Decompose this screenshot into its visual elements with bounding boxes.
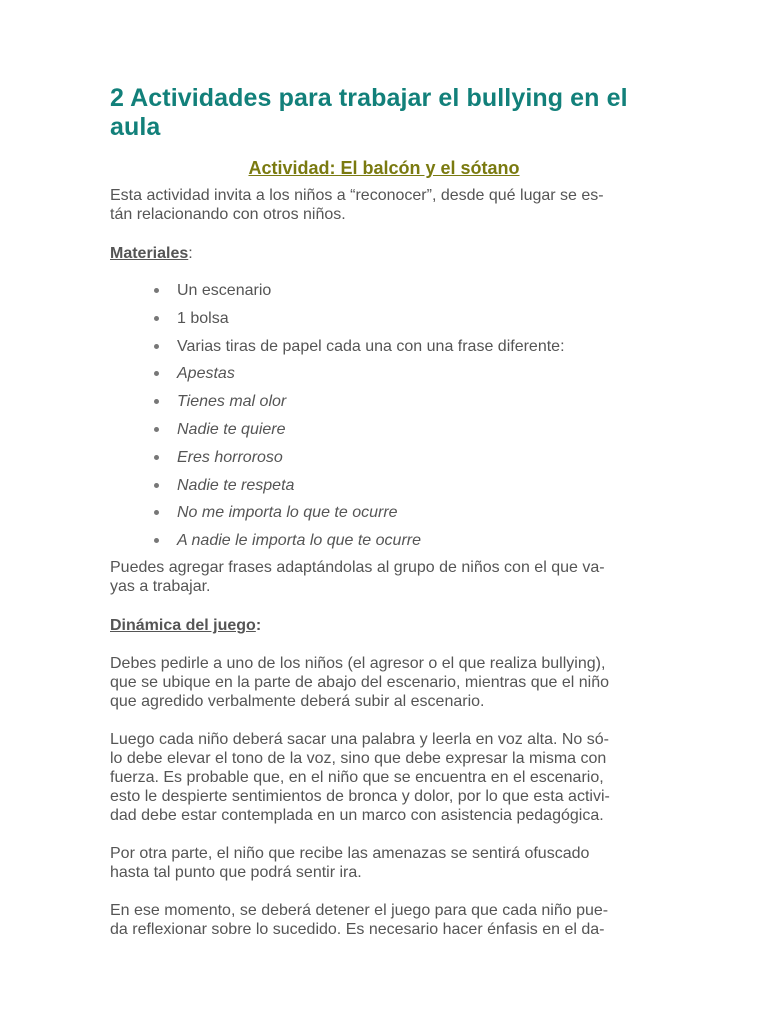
list-item-text: Eres horroroso [177,448,283,466]
list-item-text: Un escenario [177,282,272,299]
body-paragraph [110,730,658,825]
paragraph-line: fuerza. Es probable que, en el niño que se encuentra en el escenario, [110,769,604,787]
materiales-list-item [110,281,658,300]
materiales-list-item [110,364,658,383]
materiales-list-item [110,503,658,522]
bullet-icon [154,371,159,376]
bullet-icon [154,399,159,404]
bullet-icon [154,538,159,543]
intro-line: tán relacionando con otros niños. [110,206,346,223]
dinamica-heading [110,616,658,635]
intro-line: Esta actividad invita a los niños a “reconocer”, desde qué lugar se es- [110,187,604,204]
document-content [110,84,658,939]
paragraph-line: que se ubique en la parte de abajo del escenario, mientras que el niño [110,674,610,692]
paragraph-line: que agredido verbalmente deberá subir al escenario. [110,693,485,711]
materiales-list-item [110,392,658,411]
after-list-line: yas a trabajar. [110,578,211,596]
materiales-list-item [110,531,658,550]
materiales-colon: : [188,245,193,262]
materiales-list-item [110,337,658,356]
bullet-icon [154,344,159,349]
body-paragraph [110,654,658,711]
bullet-icon [154,510,159,515]
list-item-text: Nadie te respeta [177,476,295,494]
paragraph-line: esto le despierte sentimientos de bronca y dolor, por lo que esta activi- [110,788,610,806]
dinamica-body [110,654,658,939]
intro-paragraph [110,186,658,224]
bullet-icon [154,455,159,460]
materiales-list-item [110,420,658,439]
materiales-heading [110,244,658,263]
list-item-text: Apestas [177,365,235,383]
page-title: 2 Actividades para trabajar el bullying en el aula [110,84,628,141]
materiales-list [110,281,658,550]
list-item-text: A nadie le importa lo que te ocurre [177,532,421,550]
after-list-line: Puedes agregar frases adaptándolas al grupo de niños con el que va- [110,559,605,577]
activity-subtitle: Actividad: El balcón y el sótano [248,158,520,178]
list-item-text: Tienes mal olor [177,393,287,411]
paragraph-line: En ese momento, se deberá detener el juego para que cada niño pue- [110,902,609,920]
dinamica-label: Dinámica del juego [110,617,256,635]
materiales-list-item [110,448,658,467]
paragraph-line: Debes pedirle a uno de los niños (el agresor o el que realiza bullying), [110,655,606,673]
body-paragraph [110,901,658,939]
paragraph-line: da reflexionar sobre lo sucedido. Es necesario hacer énfasis en el da- [110,921,605,939]
list-item-text: Varias tiras de papel cada una con una frase diferente: [177,337,565,355]
paragraph-line: Luego cada niño deberá sacar una palabra y leerla en voz alta. No só- [110,731,609,749]
bullet-icon [154,288,159,293]
paragraph-line: Por otra parte, el niño que recibe las amenazas se sentirá ofuscado [110,845,590,863]
dinamica-colon: : [255,617,262,635]
body-paragraph [110,844,658,882]
paragraph-line: lo debe elevar el tono de la voz, sino que debe expresar la misma con [110,750,607,768]
after-list-paragraph [110,558,658,596]
list-item-text: No me importa lo que te ocurre [177,504,398,522]
bullet-icon [154,316,159,321]
paragraph-line: hasta tal punto que podrá sentir ira. [110,864,362,882]
list-item-text: Nadie te quiere [177,420,286,438]
bullet-icon [154,427,159,432]
materiales-list-item [110,309,658,328]
paragraph-line: dad debe estar contemplada en un marco con asistencia pedagógica. [110,807,604,825]
bullet-icon [154,483,159,488]
list-item-text: 1 bolsa [177,309,229,327]
materiales-list-item [110,476,658,495]
materiales-label: Materiales [110,245,189,262]
